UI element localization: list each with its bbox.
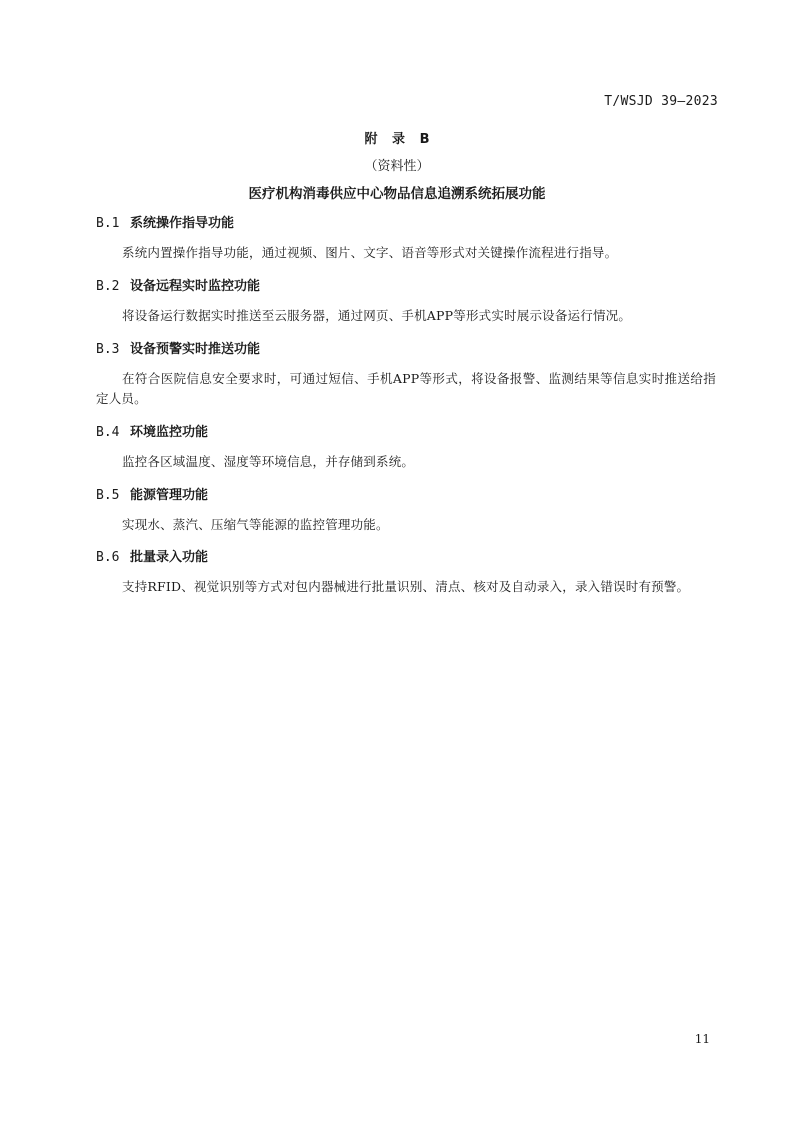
section-heading xyxy=(96,423,716,443)
section-b2 xyxy=(96,277,716,326)
section-heading xyxy=(96,214,716,234)
section-b6 xyxy=(96,548,716,597)
appendix-heading: 医疗机构消毒供应中心物品信息追溯系统拓展功能 xyxy=(248,186,546,202)
section-number: B.6 xyxy=(96,550,120,565)
section-number: B.1 xyxy=(96,216,120,231)
section-number: B.3 xyxy=(96,342,120,357)
section-heading xyxy=(96,277,716,297)
section-b5 xyxy=(96,486,716,535)
page-number: 11 xyxy=(694,1032,710,1046)
section-title: 设备远程实时监控功能 xyxy=(130,279,261,294)
section-b3 xyxy=(96,340,716,409)
section-body: 将设备运行数据实时推送至云服务器，通过网页、手机APP等形式实时展示设备运行情况。 xyxy=(122,308,632,323)
section-title: 批量录入功能 xyxy=(130,550,209,565)
section-b1 xyxy=(96,214,716,263)
section-title: 能源管理功能 xyxy=(130,488,209,503)
appendix-nature: （资料性） xyxy=(364,159,430,174)
section-number: B.2 xyxy=(96,279,120,294)
document-code: T/WSJD 39—2023 xyxy=(604,94,718,109)
appendix-title: 附 录 B xyxy=(364,132,430,147)
section-b4 xyxy=(96,423,716,472)
section-body: 支持RFID、视觉识别等方式对包内器械进行批量识别、清点、核对及自动录入，录入错误时有预警。 xyxy=(122,579,690,594)
section-heading xyxy=(96,340,716,360)
section-number: B.4 xyxy=(96,425,120,440)
section-body: 监控各区域温度、湿度等环境信息，并存储到系统。 xyxy=(122,454,415,469)
section-title: 系统操作指导功能 xyxy=(130,216,235,231)
section-title: 环境监控功能 xyxy=(130,425,209,440)
section-heading xyxy=(96,548,716,568)
section-number: B.5 xyxy=(96,488,120,503)
section-body: 系统内置操作指导功能，通过视频、图片、文字、语音等形式对关键操作流程进行指导。 xyxy=(122,245,618,260)
section-body: 实现水、蒸汽、压缩气等能源的监控管理功能。 xyxy=(122,517,389,532)
section-body: 在符合医院信息安全要求时，可通过短信、手机APP等形式，将设备报警、监测结果等信息实时推送给指定人员。 xyxy=(96,371,716,406)
section-heading xyxy=(96,486,716,506)
section-title: 设备预警实时推送功能 xyxy=(130,342,261,357)
